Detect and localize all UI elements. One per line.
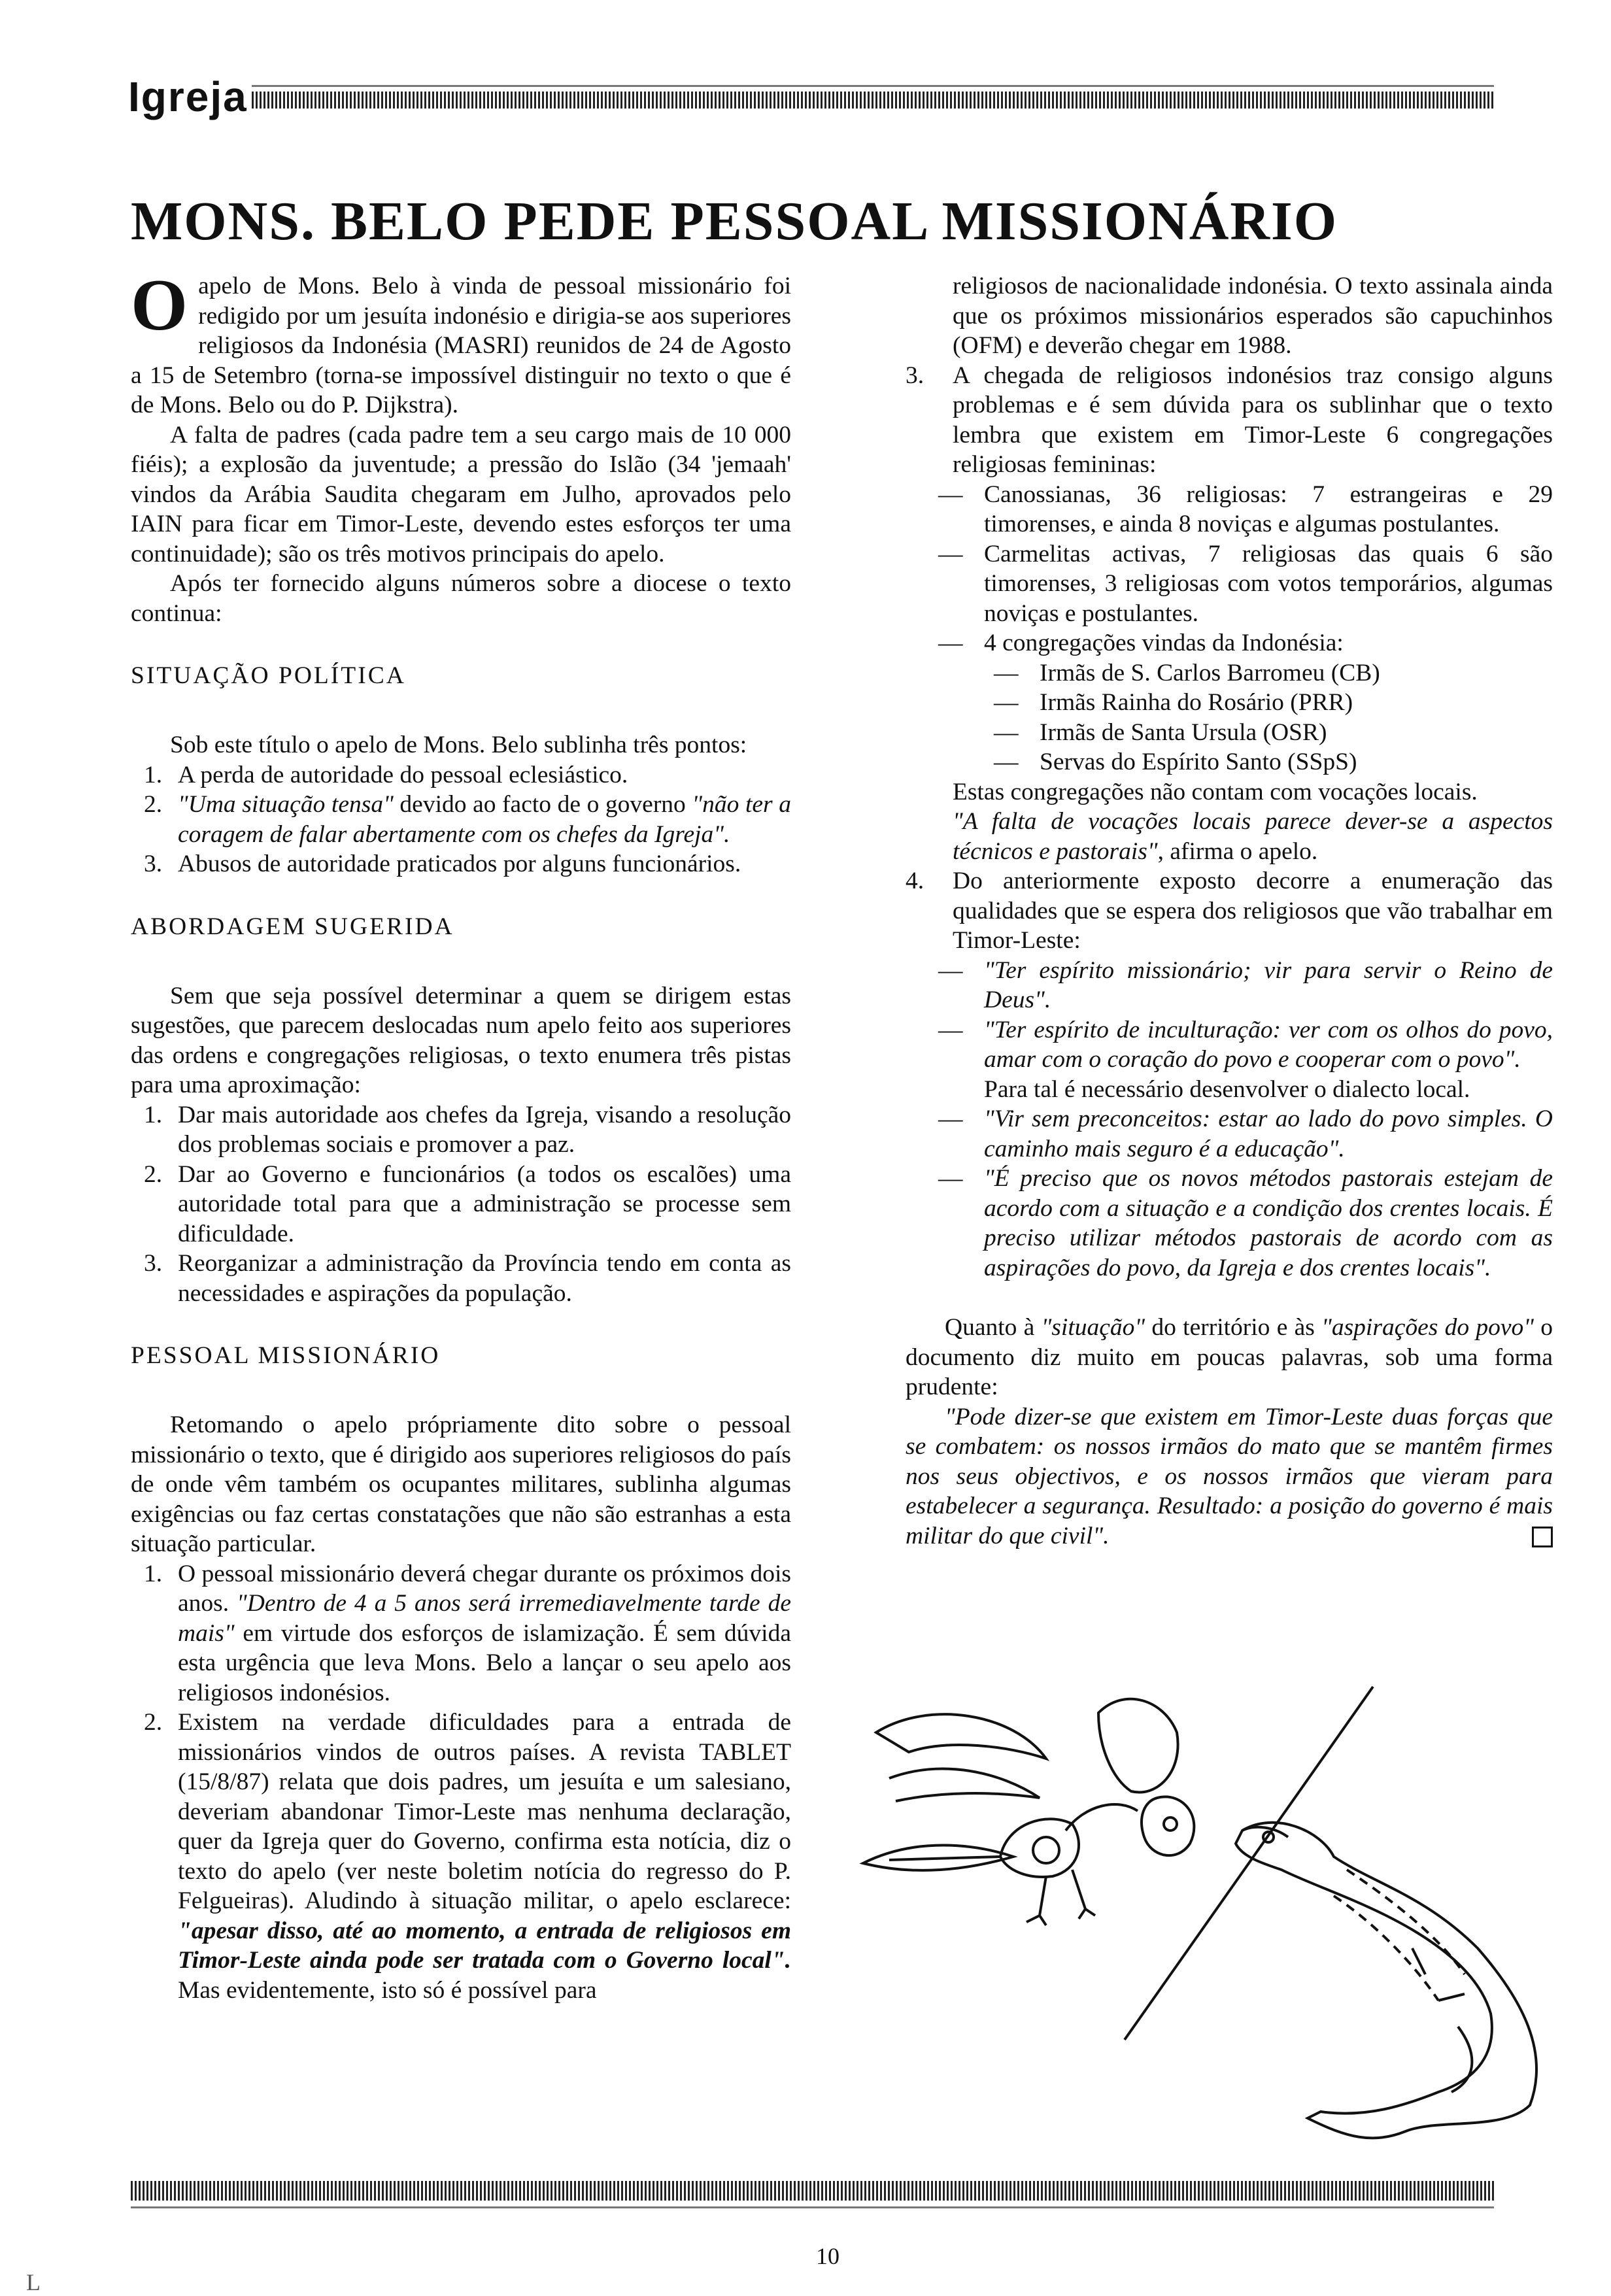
quality-item <box>906 1104 1553 1164</box>
list-text: Dar ao Governo e funcionários (a todos os escalões) uma autoridade total para que a administração se processe sem dificuldade. <box>178 1160 791 1247</box>
dash-mark: — <box>938 1165 963 1192</box>
list-number: 3. <box>906 362 924 389</box>
drop-cap: O <box>131 265 188 346</box>
quality-text: "Vir sem preconceitos: estar ao lado do povo simples. O caminho mais seguro é a educação". <box>984 1106 1553 1162</box>
dash-text: 4 congregações vindas da Indonésia: <box>984 630 1344 656</box>
dash-item <box>906 628 1553 658</box>
list-item <box>131 1249 791 1308</box>
dash-mark: — <box>938 481 963 508</box>
subdash-item <box>906 658 1553 688</box>
list-text: em virtude dos esforços de islamização. É sem dúvida esta urgência que leva Mons. Belo a lançar o seu apelo aos religiosos indonésios. <box>178 1619 791 1706</box>
tail-feather <box>889 1769 1040 1801</box>
dash-mark: — <box>994 659 1019 686</box>
list-item <box>906 361 1553 480</box>
section1-intro: Sob este título o apelo de Mons. Belo sublinha três pontos: <box>170 732 747 758</box>
list-item <box>131 760 791 790</box>
list-number: 2. <box>144 1160 163 1188</box>
list-text: Existem na verdade dificuldades para a entrada de missionários vindos de outros países. A revista TABLET (15/8/87) relata que dois padres, um jesuíta e um salesiano, deveriam abandonar Timor-Leste mas nenhuma declaração, quer da Igreja quer do Governo, confirma esta notícia, diz o texto do apelo (ver neste boletim notícia do regresso do P. Felgueiras). Aludindo à situação militar, o apelo esclarece: <box>178 1709 791 1914</box>
dash-mark: — <box>938 1106 963 1132</box>
closing-text: do território e às <box>1145 1314 1322 1341</box>
dash-text: Carmelitas activas, 7 religiosas das quais 6 são timorenses, 3 religiosas com votos temporários, algumas noviças e postulantes. <box>984 540 1553 627</box>
section3-intro: Retomando o apelo própriamente dito sobre o pessoal missionário o texto, que é dirigido aos superiores religiosos do país de onde vêm também os ocupantes militares, sublinha algumas exigências ou faz certas constatações que não são estranhas a esta situação particular. <box>131 1411 791 1557</box>
note-text: Estas congregações não contam com vocações locais. <box>953 778 1478 805</box>
intro-paragraph <box>131 265 791 420</box>
closing-quote: "aspirações do povo" <box>1321 1314 1534 1341</box>
list-number: 4. <box>906 868 924 894</box>
header-hatch-rule <box>252 92 1494 109</box>
list-text: A chegada de religiosos indonésios traz consigo alguns problemas e é sem dúvida para os sublinhar que o texto lembra que existem em Timor-Leste 6 congregações religiosas femininas: <box>953 362 1553 478</box>
left-column <box>131 265 791 2005</box>
footer-hatch-rule <box>131 2181 1494 2201</box>
list-item <box>131 849 791 879</box>
closing-text: Quanto à <box>945 1314 1042 1341</box>
dash-mark: — <box>938 630 963 656</box>
quality-item <box>906 1164 1553 1283</box>
crocodile-body <box>1236 1823 1536 2138</box>
quality-text: "Ter espírito missionário; vir para servir o Reino de Deus". <box>984 956 1553 1013</box>
diagonal-line <box>1125 1687 1373 2040</box>
corner-mark: L <box>26 2269 41 2295</box>
list-quote: "Dentro de 4 a 5 anos será irremediavelmente tarde de mais" <box>178 1590 791 1647</box>
dash-mark: — <box>938 1016 963 1043</box>
final-quote <box>906 1402 1553 1551</box>
list-item <box>131 1100 791 1160</box>
list-number: 3. <box>144 851 163 877</box>
subdash-text: Irmãs de S. Carlos Barromeu (CB) <box>1040 659 1380 686</box>
section2-intro: Sem que seja possível determinar a quem se dirigem estas sugestões, que parecem deslocadas num apelo feito aos superiores das ordens e congregações religiosas, o texto enumera três pistas para uma aproximação: <box>131 982 791 1098</box>
paragraph-continues: Após ter fornecido alguns números sobre a diocese o texto continua: <box>131 570 791 627</box>
list-text: Abusos de autoridade praticados por alguns funcionários. <box>178 851 741 877</box>
list-item <box>131 790 791 849</box>
dash-mark: — <box>994 749 1019 775</box>
page-number: 10 <box>816 2243 839 2269</box>
subdash-item <box>906 747 1553 777</box>
section3-list <box>131 1559 791 2006</box>
right-list-4 <box>906 866 1553 956</box>
congregations-note <box>906 777 1553 867</box>
list-number: 2. <box>144 1709 163 1736</box>
final-quote-text: "Pode dizer-se que existem em Timor-Leste duas forças que se combatem: os nossos irmãos do mato que se mantêm firmes nos seus objectivos, e os nossos irmãos que vieram para estabelecer a segurança. Resultado: a posição do governo é mais militar do que civil". <box>906 1403 1553 1549</box>
heading-pessoal-missionario: PESSOAL MISSIONÁRIO <box>131 1342 441 1369</box>
section1-list <box>131 760 791 879</box>
dash-mark: — <box>994 689 1019 716</box>
list-text: Mas evidentemente, isto só é possível para <box>178 1976 597 2004</box>
tail-feather <box>876 1714 1046 1759</box>
list-text: Dar mais autoridade aos chefes da Igreja, visando a resolução dos problemas sociais e promover a paz. <box>178 1101 791 1158</box>
subdash-text: Irmãs de Santa Ursula (OSR) <box>1040 718 1327 746</box>
quality-text: "É preciso que os novos métodos pastorais estejam de acordo com a situação e a condição dos crentes locais. É preciso utilizar métodos pastorais de acordo com as aspirações do povo, da Igreja e dos crentes locais". <box>984 1165 1553 1281</box>
note-text: , afirma o apelo. <box>1157 837 1318 865</box>
rooster-comb <box>1098 1699 1178 1793</box>
quality-item <box>906 1015 1553 1075</box>
dash-mark: — <box>938 540 963 567</box>
list-number: 1. <box>144 1101 163 1128</box>
list-number: 1. <box>144 761 163 788</box>
list-item <box>131 1708 791 2005</box>
list-quote: "não ter a coragem de falar abertamente com os chefes da Igreja". <box>178 791 791 848</box>
subdash-text: Servas do Espírito Santo (SSpS) <box>1040 749 1357 775</box>
rooster-crocodile-illustration <box>850 1661 1569 2157</box>
dash-mark: — <box>994 718 1019 746</box>
right-column <box>906 271 1553 1551</box>
list-quote: "apesar disso, até ao momento, a entrada de religiosos em Timor-Leste ainda pode ser tratada com o Governo local". <box>178 1917 791 1974</box>
intro-text: apelo de Mons. Belo à vinda de pessoal missionário foi redigido por um jesuíta indonésio e dirigia-se aos superiores religiosos da Indonésia (MASRI) reunidos de 24 de Agosto a 15 de Setembro (torna-se impossível distinguir no texto o que é de Mons. Belo ou do P. Dijkstra). <box>131 273 791 418</box>
dash-item <box>906 480 1553 539</box>
section-tag: Igreja <box>128 73 248 120</box>
list-number: 2. <box>144 791 163 818</box>
section2-list <box>131 1100 791 1309</box>
subdash-item <box>906 688 1553 718</box>
list-item <box>131 1559 791 1708</box>
end-square-icon <box>1532 1527 1553 1547</box>
list-text: devido ao facto de o governo <box>393 791 692 818</box>
subdash-text: Irmãs Rainha do Rosário (PRR) <box>1040 689 1353 716</box>
quality-item <box>906 956 1553 1015</box>
list-text: Reorganizar a administração da Província tendo em conta as necessidades e aspirações da população. <box>178 1250 791 1307</box>
list-number: 3. <box>144 1250 163 1277</box>
closing-quote: "situação" <box>1041 1314 1145 1341</box>
dash-mark: — <box>938 956 963 984</box>
subdash-item <box>906 718 1553 748</box>
continuation-paragraph: religiosos de nacionalidade indonésia. O texto assinala ainda que os próximos missionários esperados são capuchinhos (OFM) e deverão chegar em 1988. <box>953 273 1553 359</box>
list-number: 1. <box>144 1560 163 1587</box>
list-item <box>906 866 1553 956</box>
quality-text: "Ter espírito de inculturação: ver com os olhos do povo, amar com o coração do povo e cooperar com o povo". <box>984 1016 1553 1073</box>
dash-text: Canossianas, 36 religiosas: 7 estrangeiras e 29 timorenses, e ainda 8 noviças e algumas postulantes. <box>984 481 1553 537</box>
note-quote: "A falta de vocações locais parece dever-se a aspectos técnicos e pastorais" <box>953 808 1553 865</box>
list-text: O pessoal missionário deverá chegar durante os próximos dois anos. <box>178 1560 791 1617</box>
list-text: Do anteriormente exposto decorre a enumeração das qualidades que se espera dos religiosos que vão trabalhar em Timor-Leste: <box>953 868 1553 954</box>
dash-item <box>906 539 1553 629</box>
closing-paragraph <box>906 1313 1553 1402</box>
footer-rule-thin <box>131 2206 1494 2208</box>
closing-text: o documento diz muito em poucas palavras, sob uma forma prudente: <box>906 1314 1553 1400</box>
article-title: MONS. BELO PEDE PESSOAL MISSIONÁRIO <box>131 191 1338 252</box>
header-rule-thin <box>252 85 1494 87</box>
paragraph-reasons: A falta de padres (cada padre tem a seu cargo mais de 10 000 fiéis); a explosão da juventude; a pressão do Islão (34 'jemaah' vindos da Arábia Saudita chegaram em Julho, aprovados pelo IAIN para ficar em Timor-Leste, devendo estes esforços ter uma continuidade); são os três motivos principais do apelo. <box>131 421 791 567</box>
heading-situacao-politica: SITUAÇÃO POLÍTICA <box>131 662 406 689</box>
right-list-3 <box>906 361 1553 480</box>
list-item <box>131 1160 791 1249</box>
heading-abordagem-sugerida: ABORDAGEM SUGERIDA <box>131 913 454 940</box>
rooster-head <box>1142 1797 1194 1855</box>
list-quote: "Uma situação tensa" <box>178 791 394 818</box>
dialect-note: Para tal é necessário desenvolver o dialecto local. <box>984 1075 1470 1103</box>
list-text: A perda de autoridade do pessoal eclesiástico. <box>178 761 628 788</box>
